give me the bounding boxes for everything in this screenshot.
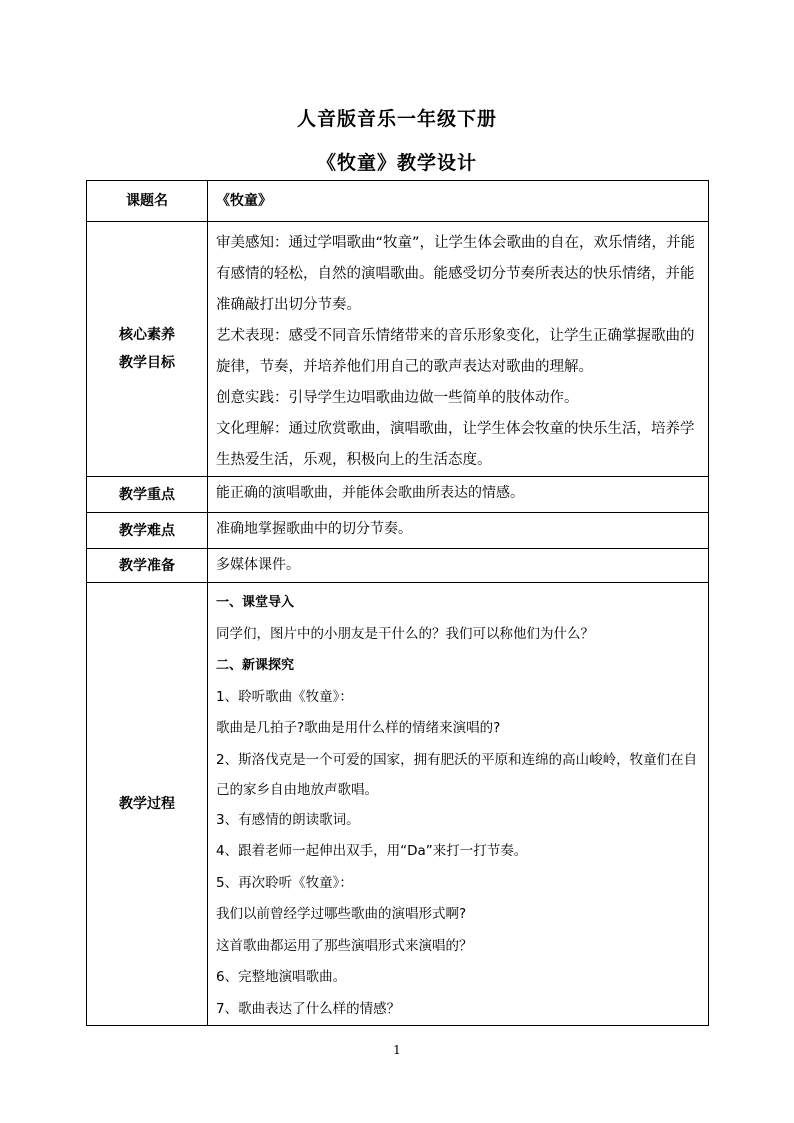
step5-question2: 这首歌曲都运用了那些演唱形式来演唱的？ bbox=[216, 937, 473, 954]
step3: 3、有感情的朗读歌词。 bbox=[216, 811, 360, 828]
table-row bbox=[87, 583, 709, 1026]
key-label: 教学重点 bbox=[87, 477, 208, 513]
step6: 6、完整地演唱歌曲。 bbox=[216, 969, 347, 985]
process-label: 教学过程 bbox=[87, 583, 208, 1026]
prep-value: 多媒体课件。 bbox=[208, 549, 709, 583]
section1-text: 同学们，图片中的小朋友是干什么的？我们可以称他们为什么？ bbox=[216, 625, 594, 642]
table-row bbox=[87, 513, 709, 549]
goals-cell bbox=[208, 222, 709, 477]
step5-question1: 我们以前曾经学过哪些歌曲的演唱形式啊? bbox=[216, 906, 467, 922]
difficulty-value: 准确地掌握歌曲中的切分节奏。 bbox=[208, 513, 709, 549]
step2: 2、斯洛伐克是一个可爱的国家，拥有肥沃的平原和连绵的高山峻岭，牧童们在自己的家乡自由地放声歌唱。 bbox=[216, 751, 698, 798]
section2-heading: 二、新课探究 bbox=[216, 658, 295, 673]
goal-aesthetic: 审美感知：通过学唱歌曲“牧童”，让学生体会歌曲的自在，欢乐情绪，并能有感情的轻松，自然的演唱歌曲。能感受切分节奏所表达的快乐情绪，并能准确敲打出切分节奏。 bbox=[216, 235, 696, 313]
document-subtitle: 《牧童》教学设计 bbox=[316, 152, 477, 174]
table-row bbox=[87, 549, 709, 583]
table-row bbox=[87, 181, 709, 222]
table-row bbox=[87, 222, 709, 477]
step4: 4、跟着老师一起伸出双手，用“Da”来打一打节奏。 bbox=[216, 843, 528, 859]
page-number: 1 bbox=[393, 1043, 401, 1057]
lesson-plan-table bbox=[86, 180, 709, 1026]
step5: 5、再次聆听《牧童》： bbox=[216, 874, 353, 891]
prep-label: 教学准备 bbox=[87, 549, 208, 583]
table-row bbox=[87, 477, 709, 513]
topic-value: 《牧童》 bbox=[208, 181, 709, 222]
goals-label bbox=[87, 222, 208, 477]
step1-question: 歌曲是几拍子?歌曲是用什么样的情绪来演唱的? bbox=[216, 720, 501, 736]
goal-expression: 艺术表现：感受不同音乐情绪带来的音乐形象变化，让学生正确掌握歌曲的旋律，节奏，并培养他们用自己的歌声表达对歌曲的理解。 bbox=[216, 328, 695, 375]
goal-culture: 文化理解：通过欣赏歌曲，演唱歌曲，让学生体会牧童的快乐生活，培养学生热爱生活，乐观，积极向上的生活态度。 bbox=[216, 421, 695, 468]
topic-label: 课题名 bbox=[87, 181, 208, 222]
key-value: 能正确的演唱歌曲，并能体会歌曲所表达的情感。 bbox=[208, 477, 709, 513]
goals-label-line1: 核心素养 bbox=[119, 327, 175, 343]
difficulty-label: 教学难点 bbox=[87, 513, 208, 549]
section1-heading: 一、课堂导入 bbox=[216, 595, 295, 610]
document-title: 人音版音乐一年级下册 bbox=[296, 108, 497, 130]
step7: 7、歌曲表达了什么样的情感？ bbox=[216, 1000, 401, 1017]
process-cell bbox=[208, 583, 709, 1026]
goals-label-line2: 教学目标 bbox=[119, 355, 175, 371]
goal-creative: 创意实践：引导学生边唱歌曲边做一些简单的肢体动作。 bbox=[216, 390, 579, 406]
step1: 1、聆听歌曲《牧童》： bbox=[216, 688, 353, 705]
